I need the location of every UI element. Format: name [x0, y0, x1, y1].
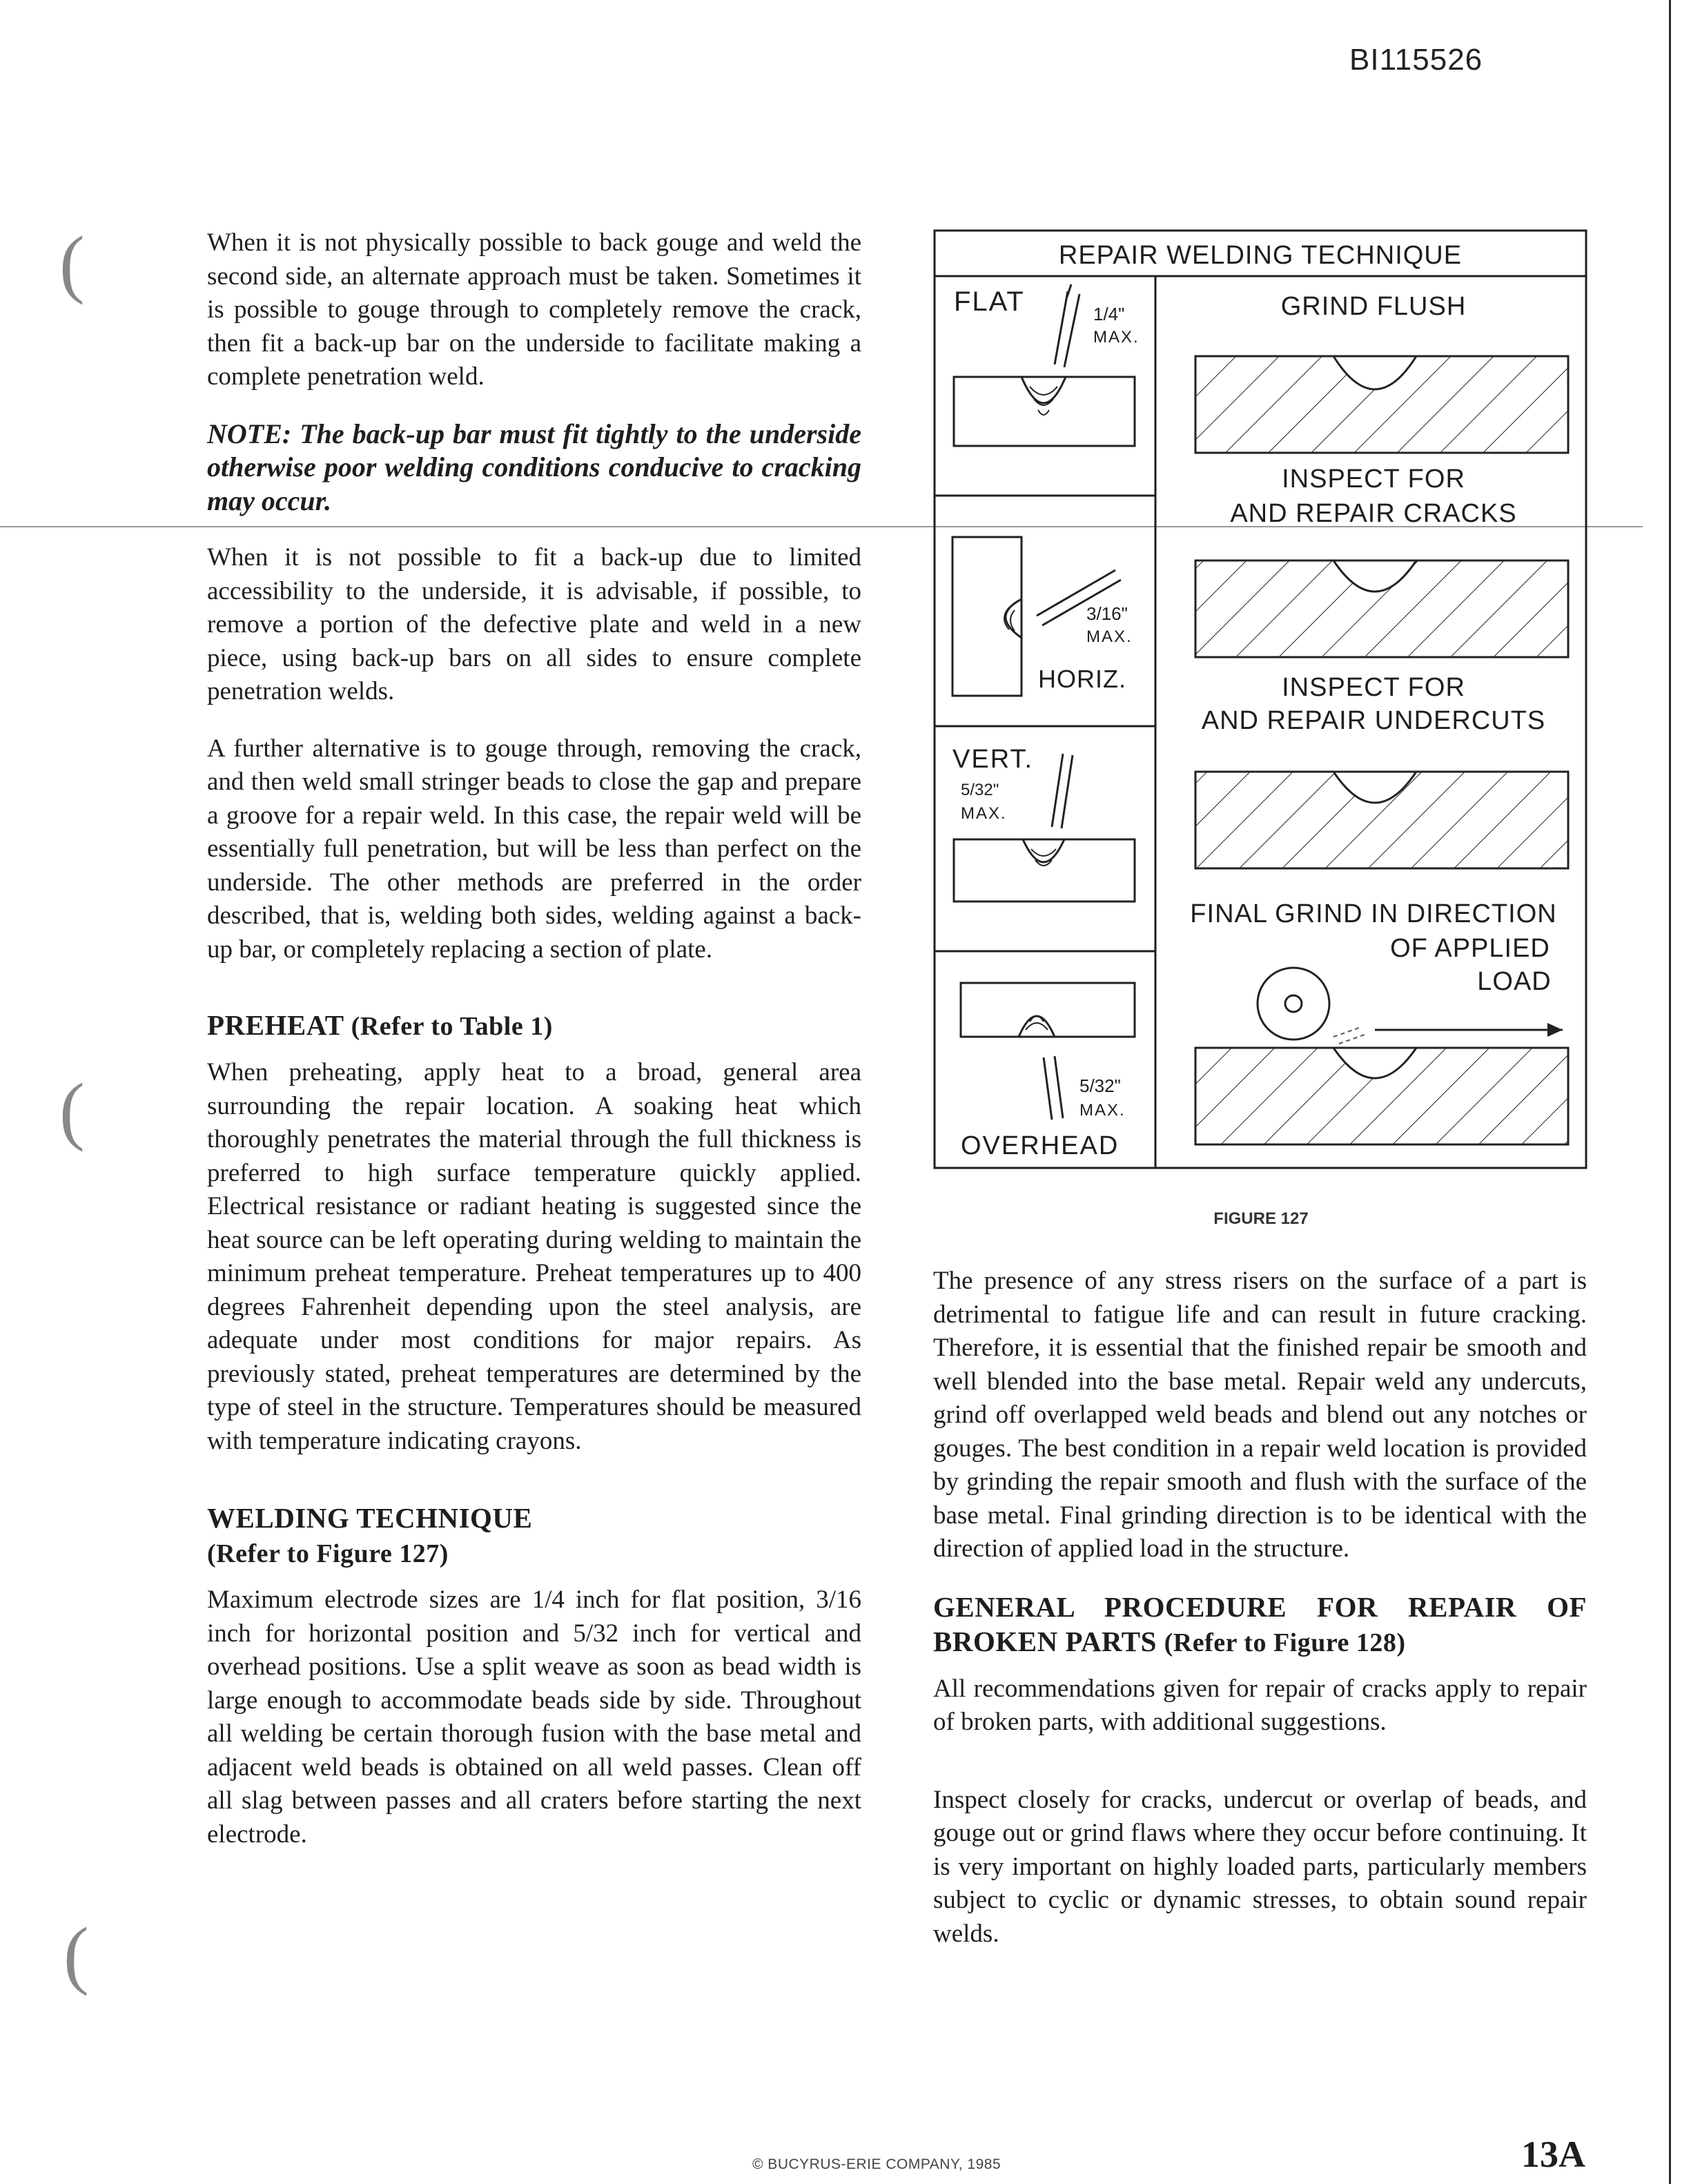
left-column: [207, 226, 861, 1875]
flat-max: MAX.: [1093, 328, 1140, 347]
weld-joint-flat-icon: [954, 377, 1135, 446]
page-number: 13A: [1521, 2134, 1585, 2175]
load-direction-arrow-icon: [1333, 1023, 1563, 1044]
section-heading-general-procedure: [933, 1590, 1587, 1660]
section-heading-preheat: [207, 1008, 861, 1044]
step-final-grind-b: OF APPLIED: [1390, 934, 1550, 963]
vert-max: MAX.: [961, 804, 1007, 823]
section-heading-welding: [207, 1501, 861, 1571]
step-final-grind-c: LOAD: [1477, 967, 1552, 996]
paragraph: When it is not possible to fit a back-up due to limited accessibility to the underside, it is advisable, if possible, to remove a portion of the defective plate and weld in a new piece, using back-up bars on all sides to ensure complete penetration welds.: [207, 543, 861, 705]
paragraph: When it is not physically possible to back gouge and weld the second side, an alternate approach must be taken. Sometimes it is possible to gouge through to completely remove the crack, then fit a back-up bar on the underside to facilitate making a complete penetration weld.: [207, 228, 861, 391]
weld-joint-vert-icon: [954, 839, 1135, 901]
binder-hole-mark: (: [59, 1068, 85, 1152]
vert-label: VERT.: [952, 745, 1034, 774]
figure-caption: FIGURE 127: [1213, 1209, 1309, 1228]
figure-title: REPAIR WELDING TECHNIQUE: [1058, 241, 1463, 270]
paragraph: Inspect closely for cracks, undercut or overlap of beads, and gouge out or grind flaws where they occur before continuing. It is very important on highly loaded parts, particularly members subject to cyclic or dynamic stresses, to obtain sound repair welds.: [933, 1785, 1587, 1948]
horiz-size: 3/16": [1086, 603, 1128, 624]
heading-reference: (Refer to Table 1): [351, 1012, 553, 1041]
overhead-size: 5/32": [1079, 1075, 1121, 1096]
heading-reference: (Refer to Figure 128): [1164, 1628, 1406, 1657]
step-grind-flush: GRIND FLUSH: [1280, 292, 1467, 321]
heading-text: PREHEAT: [207, 1009, 344, 1041]
plate-cross-section-4: [1195, 1048, 1568, 1144]
overhead-max: MAX.: [1079, 1101, 1126, 1120]
flat-label: FLAT: [954, 286, 1025, 317]
heading-text: WELDING TECHNIQUE: [207, 1502, 533, 1534]
paragraph: A further alternative is to gouge through, removing the crack, and then weld small stringer beads to close the gap and prepare a groove for a repair weld. In this case, the repair weld will be essentially full penetration, but will be less than perfect on the underside. The other methods are preferred in the order described, that is, welding both sides, welding against a back-up bar, or completely replacing a section of plate.: [207, 734, 861, 964]
grinding-wheel-icon: [1258, 968, 1329, 1040]
overhead-label: OVERHEAD: [961, 1131, 1120, 1160]
heading-text: GENERAL PROCEDURE FOR REPAIR OF BROKEN PARTS: [933, 1590, 1587, 1657]
page-edge-line: [1669, 0, 1671, 2184]
note: NOTE: The back-up bar must fit tightly to the underside otherwise poor welding conditions conducive to cracking may occur.: [207, 418, 861, 516]
step-inspect-cracks-a: INSPECT FOR: [1282, 465, 1465, 494]
electrode-overhead-icon: [1044, 1056, 1063, 1120]
flat-size: 1/4": [1093, 304, 1125, 324]
paragraph: Maximum electrode sizes are 1/4 inch for flat position, 3/16 inch for horizontal position and 5/32 inch for vertical and overhead positions. Use a split weave as soon as bead width is large enough to accommodate beads side by side. Throughout all welding be certain thorough fusion with the base metal and adjacent weld beads is obtained on all weld passes. Clean off all slag between passes and all craters before starting the next electrode.: [207, 1586, 861, 1849]
heading-reference: (Refer to Figure 127): [207, 1539, 449, 1568]
electrode-vert-icon: [1052, 754, 1073, 828]
figure-repair-welding-technique: [933, 229, 1589, 1172]
step-inspect-undercuts-a: INSPECT FOR: [1282, 673, 1465, 702]
step-inspect-undercuts-b: AND REPAIR UNDERCUTS: [1201, 706, 1546, 735]
horiz-max: MAX.: [1086, 627, 1133, 646]
plate-cross-section-3: [1195, 772, 1568, 868]
plate-cross-section-1: [1195, 356, 1568, 453]
plate-cross-section-2: [1195, 560, 1568, 657]
vert-size: 5/32": [961, 781, 999, 799]
paragraph: The presence of any stress risers on the surface of a part is detrimental to fatigue life and can result in future cracking. Therefore, it is essential that the finished repair be smooth and well blended into the base metal. Repair weld any undercuts, grind off overlapped weld beads and blend out any notches or gouges. The best condition in a repair weld location is provided by grinding the repair smooth and flush with the surface of the base metal. Final grinding direction is to be identical with the direction of applied load in the structure.: [933, 1267, 1587, 1563]
binder-hole-mark: (: [63, 1912, 89, 1996]
step-final-grind-a: FINAL GRIND IN DIRECTION: [1190, 899, 1557, 928]
weld-joint-overhead-icon: [961, 983, 1135, 1037]
binder-hole-mark: (: [59, 221, 85, 305]
right-column: [933, 1265, 1587, 1974]
document-id: BI115526: [1349, 43, 1483, 77]
horiz-label: HORIZ.: [1038, 665, 1126, 693]
copyright-footer: © BUCYRUS-ERIE COMPANY, 1985: [752, 2156, 1001, 2172]
step-inspect-cracks-b: AND REPAIR CRACKS: [1230, 499, 1517, 528]
weld-joint-horiz-icon: [952, 537, 1022, 696]
paragraph: All recommendations given for repair of cracks apply to repair of broken parts, with additional suggestions.: [933, 1674, 1587, 1736]
electrode-flat-icon: [1055, 284, 1079, 367]
paragraph: When preheating, apply heat to a broad, general area surrounding the repair location. A soaking heat which thoroughly penetrates the material through the full thickness is preferred to high surface temperature quickly applied. Electrical resistance or radiant heating is suggested since the heat source can be left operating during welding to maintain the minimum preheat temperature. Preheat temperatures up to 400 degrees Fahrenheit depending upon the steel analysis, are adequate under most conditions for major repairs. As previously stated, preheat temperatures are determined by the type of steel in the structure. Temperatures should be measured with temperature indicating crayons.: [207, 1058, 861, 1455]
